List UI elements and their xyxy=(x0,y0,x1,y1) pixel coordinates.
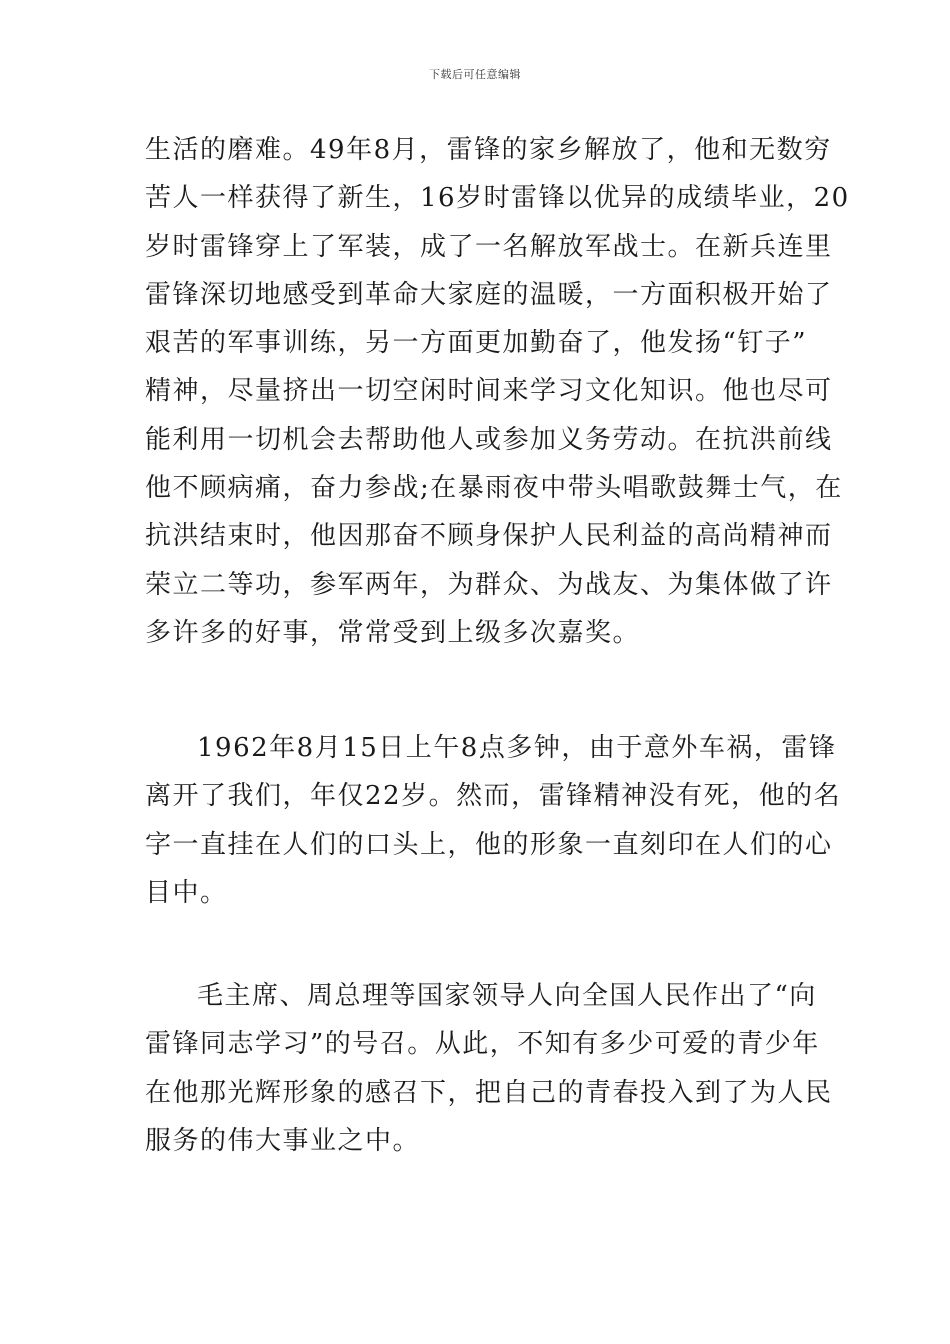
text-line: 1962年8月15日上午8点多钟，由于意外车祸，雷锋 xyxy=(197,733,837,763)
text-line: 苦人一样获得了新生，16岁时雷锋以优异的成绩毕业，20 xyxy=(145,183,850,214)
text-line: 能利用一切机会去帮助他人或参加义务劳动。在抗洪前线 xyxy=(145,424,833,455)
text-line: 荣立二等功，参军两年，为群众、为战友、为集体做了许 xyxy=(145,569,833,600)
text-line: 目中。 xyxy=(145,877,228,908)
text-line: 抗洪结束时，他因那奋不顾身保护人民利益的高尚精神而 xyxy=(145,521,833,552)
text-line: 离开了我们，年仅22岁。然而，雷锋精神没有死，他的名 xyxy=(145,781,842,812)
paragraph-3 xyxy=(145,972,833,1165)
text-line: 生活的磨难。49年8月，雷锋的家乡解放了，他和无数穷 xyxy=(145,135,832,165)
header-note: 下载后可任意编辑 xyxy=(429,68,521,81)
text-line: 服务的伟大事业之中。 xyxy=(145,1125,421,1156)
text-line: 毛主席、周总理等国家领导人向全国人民作出了“向 xyxy=(197,981,817,1011)
text-line: 在他那光辉形象的感召下，把自己的青春投入到了为人民 xyxy=(145,1077,833,1108)
text-line: 多许多的好事，常常受到上级多次嘉奖。 xyxy=(145,617,641,648)
text-line: 岁时雷锋穿上了军装，成了一名解放军战士。在新兵连里 xyxy=(145,231,833,262)
text-line: 他不顾病痛，奋力参战;在暴雨夜中带头唱歌鼓舞士气，在 xyxy=(145,473,843,504)
text-line: 精神，尽量挤出一切空闲时间来学习文化知识。他也尽可 xyxy=(145,376,833,407)
text-line: 雷锋深切地感受到革命大家庭的温暖，一方面积极开始了 xyxy=(145,279,833,310)
text-line: 字一直挂在人们的口头上，他的形象一直刻印在人们的心 xyxy=(145,829,833,860)
paragraph-1 xyxy=(145,126,850,657)
text-line: 艰苦的军事训练，另一方面更加勤奋了，他发扬“钉子” xyxy=(145,328,808,359)
text-line: 雷锋同志学习”的号召。从此，不知有多少可爱的青少年 xyxy=(145,1029,820,1060)
paragraph-2 xyxy=(145,724,842,917)
